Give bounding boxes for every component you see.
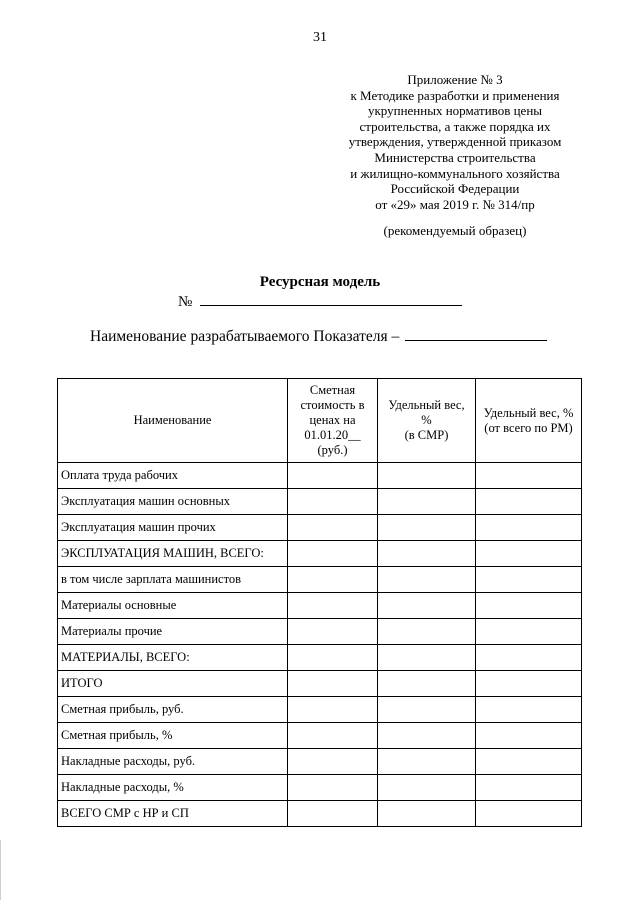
row-label: Накладные расходы, руб. xyxy=(58,749,288,775)
weight-smr-cell xyxy=(378,671,476,697)
weight-smr-cell xyxy=(378,593,476,619)
appendix-line: и жилищно-коммунального хозяйства xyxy=(350,165,560,181)
appendix-line: от «29» мая 2019 г. № 314/пр xyxy=(375,196,535,212)
row-label: Оплата труда рабочих xyxy=(58,463,288,489)
table-row xyxy=(58,671,582,697)
weight-total-cell xyxy=(476,489,582,515)
table-row xyxy=(58,749,582,775)
appendix-line: утверждения, утвержденной приказом xyxy=(348,134,562,150)
weight-smr-cell xyxy=(378,619,476,645)
table-row xyxy=(58,775,582,801)
appendix-block xyxy=(330,72,580,212)
row-label: Сметная прибыль, % xyxy=(58,723,288,749)
weight-smr-cell xyxy=(378,801,476,827)
row-label: Эксплуатация машин основных xyxy=(58,489,288,515)
cost-cell xyxy=(288,463,378,489)
appendix-line: укрупненных нормативов цены xyxy=(367,103,543,119)
weight-total-cell xyxy=(476,775,582,801)
weight-smr-cell xyxy=(378,515,476,541)
weight-total-cell xyxy=(476,541,582,567)
document-number-row xyxy=(178,292,462,311)
header-line: ценах на xyxy=(309,413,356,427)
page-number: 31 xyxy=(313,30,327,45)
scan-edge-mark xyxy=(0,840,1,900)
weight-smr-cell xyxy=(378,723,476,749)
table-row xyxy=(58,645,582,671)
weight-smr-cell xyxy=(378,749,476,775)
weight-total-cell xyxy=(476,515,582,541)
weight-smr-cell xyxy=(378,697,476,723)
table-row xyxy=(58,593,582,619)
weight-total-cell xyxy=(476,463,582,489)
number-blank-line xyxy=(200,292,462,306)
appendix-line: строительства, а также порядка их xyxy=(359,118,551,134)
weight-smr-cell xyxy=(378,567,476,593)
table-row xyxy=(58,541,582,567)
weight-total-cell xyxy=(476,749,582,775)
cost-cell xyxy=(288,489,378,515)
row-label: в том числе зарплата машинистов xyxy=(58,567,288,593)
appendix-line: Министерства строительства xyxy=(374,149,536,165)
header-line: 01.01.20__ xyxy=(304,428,361,442)
indicator-blank-line xyxy=(405,327,547,341)
number-label: № xyxy=(178,294,193,310)
table-row xyxy=(58,567,582,593)
header-line: (в СМР) xyxy=(404,428,449,442)
cost-cell xyxy=(288,697,378,723)
header-weight-total xyxy=(476,379,582,463)
header-name xyxy=(58,379,288,463)
header-estimated-cost xyxy=(288,379,378,463)
weight-total-cell xyxy=(476,567,582,593)
table-row xyxy=(58,515,582,541)
cost-cell xyxy=(288,775,378,801)
appendix-line: к Методике разработки и применения xyxy=(350,87,560,103)
weight-smr-cell xyxy=(378,645,476,671)
weight-total-cell xyxy=(476,723,582,749)
row-label: Материалы прочие xyxy=(58,619,288,645)
row-label: Эксплуатация машин прочих xyxy=(58,515,288,541)
indicator-name-row xyxy=(90,327,547,346)
header-line: % xyxy=(421,413,432,427)
row-label: МАТЕРИАЛЫ, ВСЕГО: xyxy=(58,645,288,671)
resource-model-table xyxy=(57,378,582,827)
weight-total-cell xyxy=(476,801,582,827)
table-row xyxy=(58,801,582,827)
weight-smr-cell xyxy=(378,463,476,489)
appendix-line: Приложение № 3 xyxy=(407,72,503,87)
row-label: Сметная прибыль, руб. xyxy=(58,697,288,723)
header-line: Наименование xyxy=(133,413,212,427)
header-line: (руб.) xyxy=(317,443,348,457)
table-row xyxy=(58,697,582,723)
header-weight-smr xyxy=(378,379,476,463)
document-title: Ресурсная модель xyxy=(259,274,381,290)
appendix-line: Российской Федерации xyxy=(390,181,520,197)
cost-cell xyxy=(288,593,378,619)
cost-cell xyxy=(288,567,378,593)
weight-total-cell xyxy=(476,645,582,671)
weight-total-cell xyxy=(476,697,582,723)
row-label: ВСЕГО СМР с НР и СП xyxy=(58,801,288,827)
cost-cell xyxy=(288,749,378,775)
cost-cell xyxy=(288,619,378,645)
row-label: Накладные расходы, % xyxy=(58,775,288,801)
header-line: Удельный вес, % xyxy=(483,405,574,420)
cost-cell xyxy=(288,723,378,749)
weight-total-cell xyxy=(476,671,582,697)
header-line: стоимость в xyxy=(300,398,365,412)
table-row xyxy=(58,489,582,515)
weight-smr-cell xyxy=(378,541,476,567)
weight-smr-cell xyxy=(378,775,476,801)
table-header-row xyxy=(58,379,582,463)
table-row xyxy=(58,723,582,749)
table-body xyxy=(58,463,582,827)
sample-note: (рекомендуемый образец) xyxy=(383,223,527,238)
table-row xyxy=(58,619,582,645)
cost-cell xyxy=(288,515,378,541)
header-line: (от всего по РМ) xyxy=(484,420,573,435)
weight-total-cell xyxy=(476,619,582,645)
header-line: Удельный вес, xyxy=(388,398,465,412)
cost-cell xyxy=(288,645,378,671)
cost-cell xyxy=(288,801,378,827)
header-line: Сметная xyxy=(309,383,356,397)
row-label: ЭКСПЛУАТАЦИЯ МАШИН, ВСЕГО: xyxy=(58,541,288,567)
cost-cell xyxy=(288,541,378,567)
table-row xyxy=(58,463,582,489)
row-label: ИТОГО xyxy=(58,671,288,697)
indicator-label: Наименование разрабатываемого Показателя – xyxy=(90,328,400,345)
cost-cell xyxy=(288,671,378,697)
weight-total-cell xyxy=(476,593,582,619)
row-label: Материалы основные xyxy=(58,593,288,619)
weight-smr-cell xyxy=(378,489,476,515)
